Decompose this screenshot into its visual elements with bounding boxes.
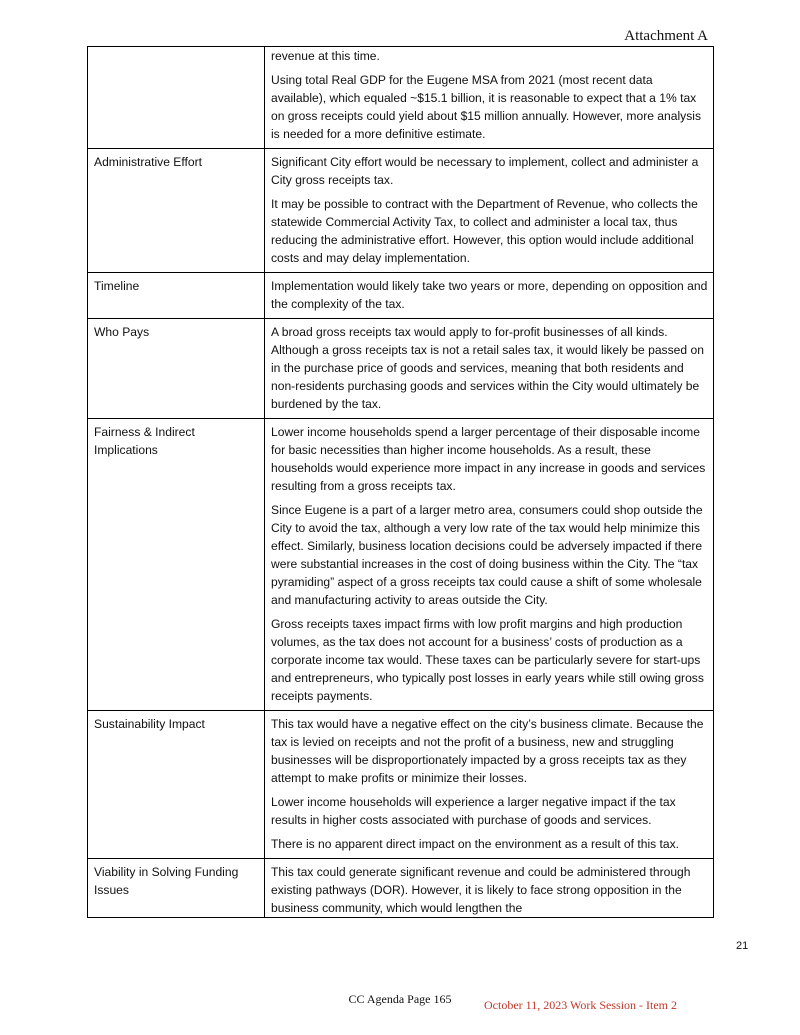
row-label (88, 47, 265, 149)
table-row (88, 273, 714, 319)
table-row (88, 47, 714, 149)
row-content (265, 419, 714, 711)
row-content (265, 319, 714, 419)
row-paragraph: revenue at this time. (271, 49, 380, 63)
row-label: Fairness & Indirect Implications (88, 419, 265, 711)
work-session-footer: October 11, 2023 Work Session - Item 2 (484, 998, 678, 1012)
row-content (265, 859, 714, 918)
row-label: Sustainability Impact (88, 711, 265, 859)
row-content (265, 149, 714, 273)
row-label: Viability in Solving Funding Issues (88, 859, 265, 918)
row-paragraph: There is no apparent direct impact on the environment as a result of this tax. (271, 837, 680, 851)
row-paragraph: It may be possible to contract with the Department of Revenue, who collects the statewide Commercial Activity Tax, to collect and administer a local tax, thus reducing the administrative effort. However, this option would include additional costs and may delay implementation. (271, 197, 698, 265)
page-number: 21 (736, 940, 749, 952)
table-row (88, 319, 714, 419)
row-paragraph: Gross receipts taxes impact firms with low profit margins and high production volumes, as the tax does not account for a business’ costs of production as a corporate income tax would. These taxes can be particularly severe for start-ups and entrepreneurs, who typically post losses in early years while still owing gross receipts payments. (271, 617, 704, 703)
row-content (265, 711, 714, 859)
row-paragraph: This tax could generate significant revenue and could be administered through existing pathways (DOR). However, it is likely to face strong opposition in the business community, which would lengthen the (271, 865, 691, 915)
table-row (88, 859, 714, 918)
row-label: Administrative Effort (88, 149, 265, 273)
row-content (265, 47, 714, 149)
table-row (88, 711, 714, 859)
row-label: Timeline (88, 273, 265, 319)
row-content (265, 273, 714, 319)
row-paragraph: Lower income households spend a larger percentage of their disposable income for basic necessities than higher income households. As a result, these households would experience more impact in any increase in goods and services resulting from a gross receipts tax. (271, 425, 706, 493)
row-paragraph: Lower income households will experience a larger negative impact if the tax results in higher costs associated with purchase of goods and services. (271, 795, 676, 827)
policy-analysis-table (87, 46, 714, 918)
row-paragraph: Significant City effort would be necessary to implement, collect and administer a City gross receipts tax. (271, 155, 699, 187)
row-paragraph: Implementation would likely take two years or more, depending on opposition and the complexity of the tax. (271, 279, 708, 311)
row-label: Who Pays (88, 319, 265, 419)
row-paragraph: Since Eugene is a part of a larger metro area, consumers could shop outside the City to avoid the tax, although a very low rate of the tax would help minimize this effect. Similarly, business location decisions could be adversely impacted if there were substantial increases in the cost of doing business within the City. The “tax pyramiding” aspect of a gross receipts tax could cause a shift of some wholesale and manufacturing activity to areas outside the City. (271, 503, 703, 607)
attachment-label: Attachment A (624, 28, 708, 44)
table-row (88, 419, 714, 711)
agenda-page-footer: CC Agenda Page 165 (348, 992, 452, 1006)
table-row (88, 149, 714, 273)
row-paragraph: This tax would have a negative effect on the city’s business climate. Because the tax is levied on receipts and not the profit of a business, new and struggling businesses will be disproportionately impacted by a gross receipts tax as they attempt to make profits or minimize their losses. (271, 717, 704, 785)
row-paragraph: A broad gross receipts tax would apply to for-profit businesses of all kinds. Although a gross receipts tax is not a retail sales tax, it would likely be passed on in the purchase price of goods and services, meaning that both residents and non-residents purchasing goods and services within the City would ultimately be burdened by the tax. (271, 325, 704, 411)
row-paragraph: Using total Real GDP for the Eugene MSA from 2021 (most recent data available), which equaled ~$15.1 billion, it is reasonable to expect that a 1% tax on gross receipts could yield about $15 million annually. However, more analysis is needed for a more definitive estimate. (271, 73, 702, 141)
